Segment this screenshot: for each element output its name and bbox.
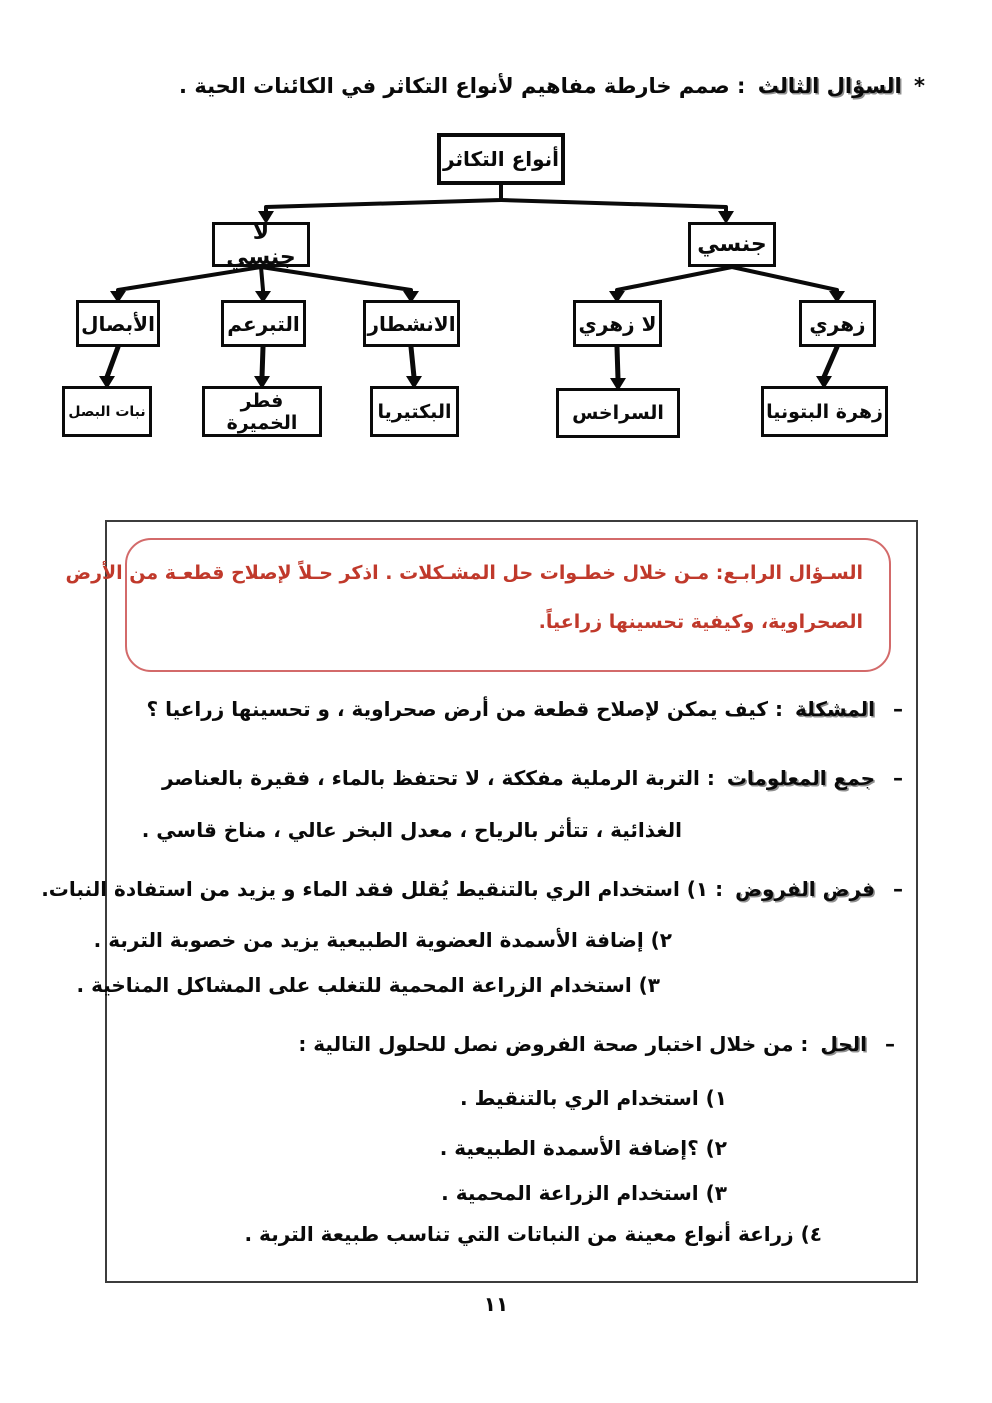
node-label: لا جنسي: [226, 219, 296, 270]
node-non-floral: [573, 300, 662, 347]
node-types-of-reproduction: [437, 133, 565, 185]
node-label: زهري: [809, 311, 866, 336]
hypotheses-intro: : ١) استخدام الري بالتنقيط يُقلل فقد الماء و يزيد من استفادة النبات.: [41, 877, 724, 901]
node-ferns: [556, 388, 680, 438]
question4-line1: السـؤال الرابـع: مـن خلال خطـوات حل المشـكلات . اذكر حـلاً لإصلاح قطعـة من الأرض: [65, 562, 863, 584]
solution-item-2: ٢) ؟إضافة الأسمدة الطبيعية .: [439, 1136, 727, 1160]
problem-dash: –: [893, 697, 903, 721]
page-number: ١١: [483, 1292, 509, 1316]
node-label: لا زهري: [578, 311, 657, 336]
problem-label: المشكلة: [794, 697, 876, 721]
node-petunia-flower: [761, 386, 888, 437]
node-asexual: [212, 219, 310, 270]
node-budding: [221, 300, 306, 347]
node-label: البكتيريا: [377, 400, 452, 423]
node-yeast-fungus: [202, 386, 322, 437]
solution-item-3: ٣) استخدام الزراعة المحمية .: [441, 1181, 727, 1205]
node-label: السراخس: [572, 402, 664, 424]
node-label: جنسي: [697, 232, 767, 257]
hypothesis-item-3: ٣) استخدام الزراعة المحمية للتغلب على المشاكل المناخية .: [76, 973, 660, 997]
question3-star: *: [914, 74, 925, 98]
question4-line2: الصحراوية، وكيفية تحسينها زراعياً.: [538, 611, 863, 633]
node-label: زهرة البتونيا: [766, 400, 883, 423]
section-info-line2: الغذائية ، تتأثر بالرياح ، معدل البخر عالي ، مناخ قاسي .: [141, 818, 682, 842]
info-dash: –: [893, 766, 903, 790]
solution-intro: : من خلال اختبار صحة الفروض نصل للحلول التالية :: [298, 1032, 809, 1056]
hypotheses-label: فرض الفروض: [735, 877, 876, 901]
question3-label: السؤال الثالث: [757, 74, 902, 98]
concept-map: [0, 0, 992, 470]
section-problem: [147, 697, 903, 722]
node-label: أنواع التكاثر: [443, 147, 560, 171]
node-bulbs: [76, 300, 160, 347]
problem-text: : كيف يمكن لإصلاح قطعة من أرض صحراوية ، و تحسينها زراعيا ؟: [146, 697, 783, 721]
node-label: الأبصال: [81, 311, 155, 336]
node-label: التبرعم: [227, 311, 300, 336]
section-hypotheses-header: [41, 877, 903, 902]
question3-text: : صمم خارطة مفاهيم لأنواع التكاثر في الكائنات الحية .: [179, 74, 746, 98]
node-label: نبات البصل: [68, 403, 146, 420]
solution-dash: –: [885, 1032, 895, 1056]
node-label: فطر الخميرة: [226, 389, 298, 434]
node-fission: [363, 300, 460, 347]
node-label: الانشطار: [367, 311, 456, 336]
node-sexual: [688, 222, 776, 267]
solution-item-4: ٤) زراعة أنواع معينة من النباتات التي تناسب طبيعة التربة .: [244, 1222, 822, 1246]
section-solution-header: [298, 1032, 895, 1057]
node-bacteria: [370, 386, 459, 437]
node-floral: [799, 300, 876, 347]
section-info-line1: [162, 766, 903, 791]
node-onion-plant: [62, 386, 152, 437]
solution-label: الحل: [820, 1032, 868, 1056]
question4-box: [65, 538, 891, 672]
hypotheses-dash: –: [893, 877, 903, 901]
info-label: جمع المعلومات: [726, 766, 876, 790]
solution-item-1: ١) استخدام الري بالتنقيط .: [460, 1086, 727, 1110]
info-text-line1: : التربة الرملية مفككة ، لا تحتفظ بالماء ، فقيرة بالعناصر: [161, 766, 715, 790]
hypothesis-item-2: ٢) إضافة الأسمدة العضوية الطبيعية يزيد من خصوبة التربة .: [93, 928, 672, 952]
